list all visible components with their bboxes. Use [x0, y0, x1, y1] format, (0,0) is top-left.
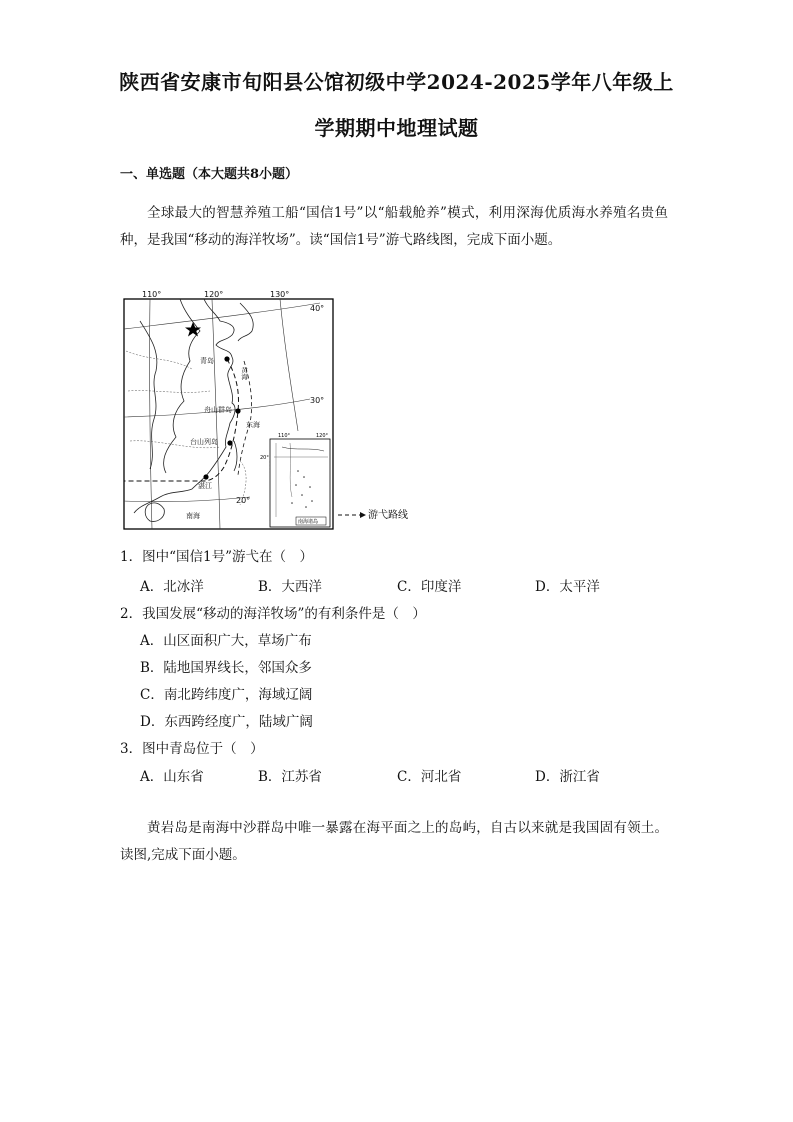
passage-1: 全球最大的智慧养殖工船“国信1号”以“船载舱养”模式，利用深海优质海水养殖名贵鱼种，是我国“移动的海洋牧场”。读“国信1号”游弋路线图，完成下面小题。 [120, 205, 668, 248]
question-2-option-a[interactable]: A．山区面积广大，草场广布 [140, 633, 312, 649]
inset-lon-120: 120° [316, 433, 329, 439]
question-1-option-d[interactable]: D．太平洋 [535, 579, 600, 595]
question-3-stem: 3．图中青岛位于（ ） [120, 741, 264, 757]
lat-30-label: 30° [310, 396, 325, 405]
title-line-2: 学期期中地理试题 [314, 116, 479, 140]
section-header: 一、单选题（本大题共8小题） [120, 167, 299, 182]
route-map [120, 291, 420, 533]
route-line [124, 359, 239, 481]
lon-130-label: 130° [270, 291, 290, 299]
question-2-stem: 2．我国发展“移动的海洋牧场”的有利条件是（ ） [120, 606, 426, 622]
title-line-1: 陕西省安康市旬阳县公馆初级中学2024-2025学年八年级上 [119, 70, 674, 94]
capital-star-icon [185, 322, 201, 337]
nanhai-label: 南海 [186, 512, 200, 520]
legend-label: 游弋路线 [368, 510, 408, 521]
qingdao-label: 青岛 [200, 357, 214, 365]
zhoushan-dot [235, 408, 240, 413]
question-2-option-b[interactable]: B．陆地国界线长，邻国众多 [140, 660, 312, 676]
lat-20-label: 20° [236, 496, 251, 505]
zhanjiang-label: 湛江 [198, 482, 212, 490]
question-3-option-d[interactable]: D．浙江省 [535, 769, 600, 785]
taishan-dot [227, 440, 232, 445]
inset-lat-20: 20° [260, 455, 269, 461]
south-sea-inset [260, 433, 330, 527]
question-2-option-d[interactable]: D．东西跨经度广，陆域广阔 [140, 714, 313, 730]
zhanjiang-dot [203, 474, 208, 479]
question-1-option-b[interactable]: B．大西洋 [258, 579, 322, 595]
zhoushan-label: 舟山群岛 [204, 406, 232, 414]
question-1-option-a[interactable]: A．北冰洋 [140, 579, 204, 595]
lat-40-label: 40° [310, 304, 325, 313]
taishan-label: 台山列岛 [190, 438, 218, 446]
east-sea-label: 东海 [246, 421, 260, 429]
map-legend [338, 508, 408, 521]
question-3-option-a[interactable]: A．山东省 [140, 769, 204, 785]
question-3-option-b[interactable]: B．江苏省 [258, 769, 322, 785]
question-1-stem: 1．图中“国信1号”游弋在（ ） [120, 549, 313, 565]
question-1-option-c[interactable]: C．印度洋 [397, 579, 462, 595]
question-3-option-c[interactable]: C．河北省 [397, 769, 462, 785]
yellow-sea-label: 黄海 [240, 367, 248, 380]
lon-120-label: 120° [204, 291, 224, 299]
question-2-option-c[interactable]: C．南北跨纬度广，海域辽阔 [140, 687, 313, 703]
lon-110-label: 110° [142, 291, 162, 299]
qingdao-dot [224, 356, 229, 361]
inset-label: 南海诸岛 [298, 519, 319, 525]
passage-2: 黄岩岛是南海中沙群岛中唯一暴露在海平面之上的岛屿，自古以来就是我国固有领土。读图,完成下面小题。 [120, 820, 668, 863]
inset-lon-110: 110° [278, 433, 291, 439]
